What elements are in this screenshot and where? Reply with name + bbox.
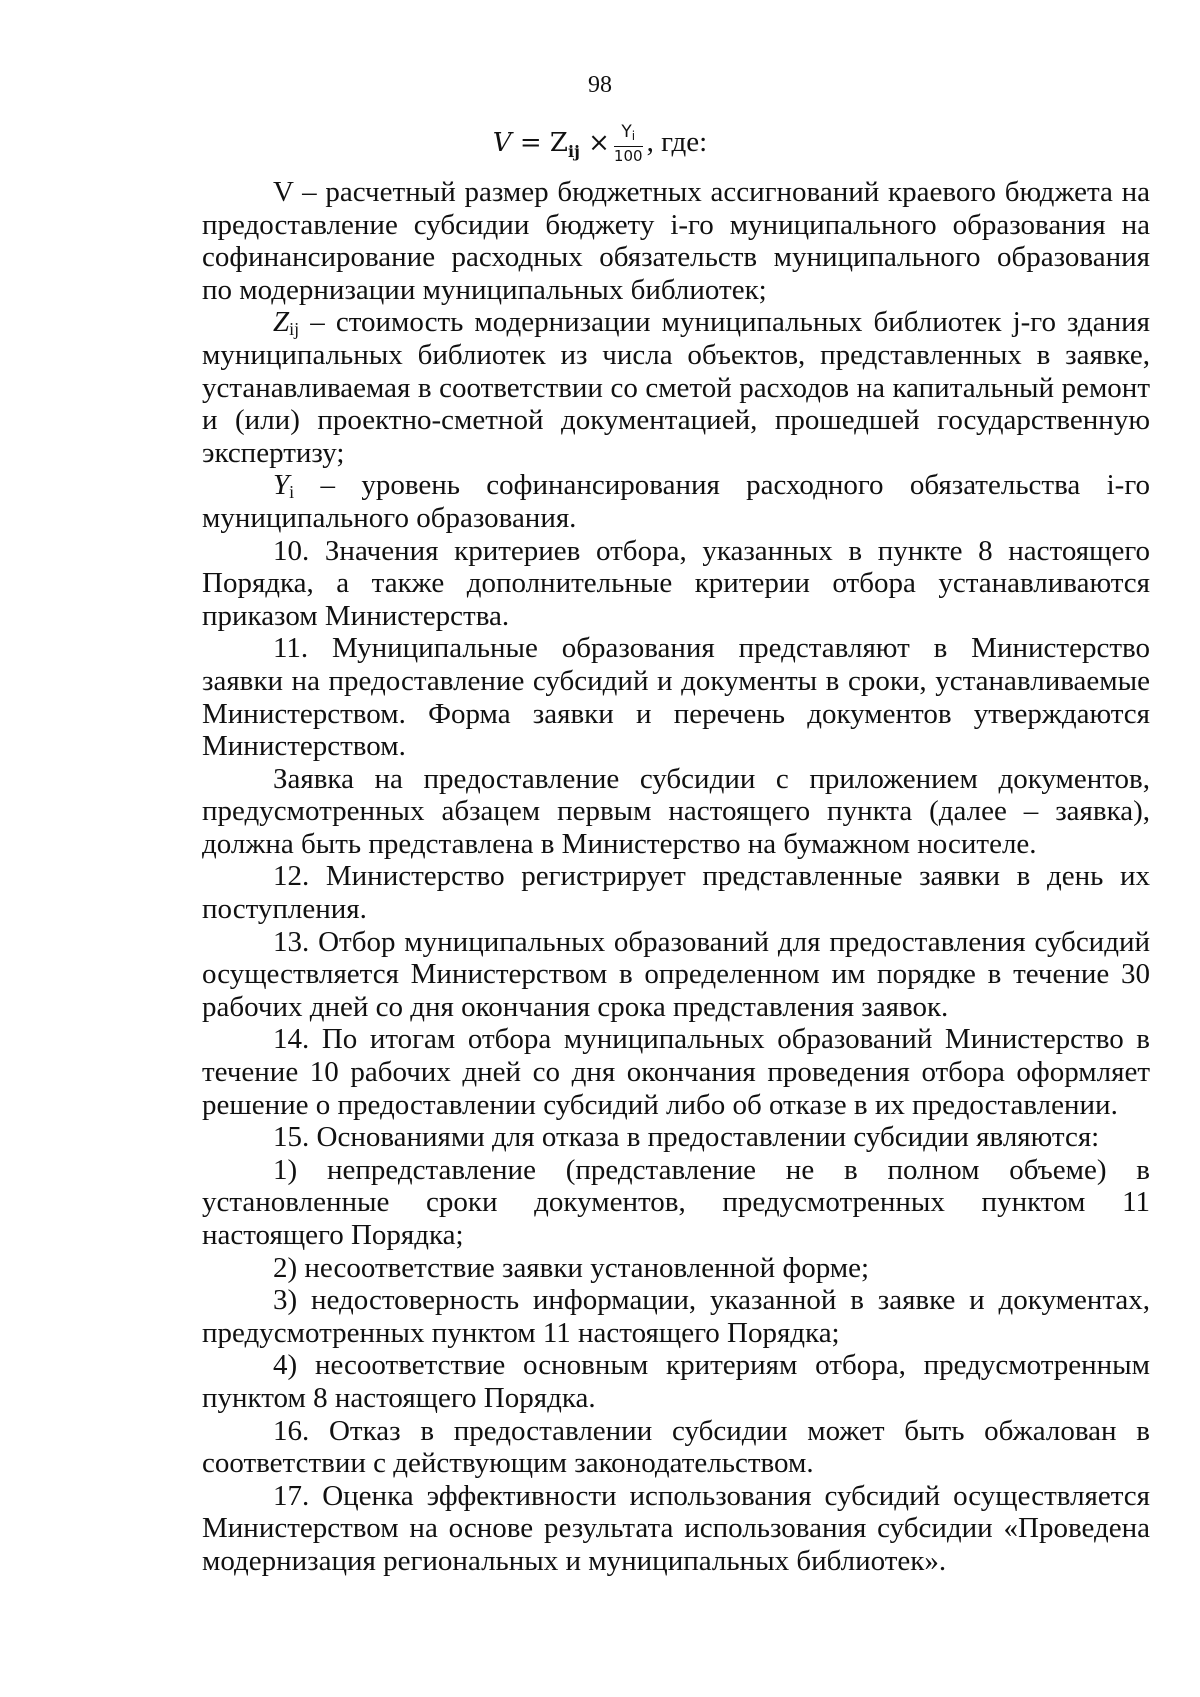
paragraph-z-text: – стоимость модернизации муниципальных библиотек j-го здания муниципальных библиотек из числа объектов, представленных в заявке, устанавливаемая в соответствии со сметой расходов на капитальный ремонт и (или) проектно-сметной документацией, прошедшей государственную экспертизу; (202, 306, 1150, 469)
paragraph-13: 13. Отбор муниципальных образований для предоставления субсидий осуществляется Министерством в определенном им порядке в течение 30 рабочих дней со дня окончания срока представления заявок. (202, 925, 1150, 1023)
paragraph-y-definition (202, 469, 1150, 534)
page-number: 98 (588, 72, 612, 98)
variable-y-letter: Y (273, 469, 290, 502)
formula-numerator (614, 123, 643, 147)
paragraph-15: 15. Основаниями для отказа в предоставлении субсидии являются: (273, 1121, 1100, 1154)
variable-z-letter: Z (273, 306, 290, 339)
paragraph-z-definition (202, 306, 1150, 469)
paragraph-16: 16. Отказ в предоставлении субсидии может быть обжалован в соответствии с действующим законодательством. (202, 1414, 1150, 1480)
formula-expression (492, 128, 610, 161)
paragraph-y-text: – уровень софинансирования расходного обязательства i-го муниципального образования. (202, 469, 1150, 534)
formula-numerator-sub: i (631, 129, 636, 144)
paragraph-10: 10. Значения критериев отбора, указанных в пункте 8 настоящего Порядка, а также дополнительные критерии отбора устанавливаются приказом Министерства. (202, 534, 1150, 632)
variable-z (273, 306, 299, 338)
formula-lhs: V (492, 128, 512, 158)
formula-suffix: , где: (646, 126, 708, 158)
paragraph-12: 12. Министерство регистрирует представленные заявки в день их поступления. (202, 860, 1150, 926)
variable-y (273, 469, 294, 501)
formula-times: × (588, 128, 610, 158)
list-item-1: 1) непредставление (представление не в полном объеме) в установленные сроки документов, предусмотренных пунктом 11 настоящего Порядка; (202, 1153, 1150, 1251)
paragraph-11-application: Заявка на предоставление субсидии с приложением документов, предусмотренных абзацем первым настоящего пункта (далее – заявка), должна быть представлена в Министерство на бумажном носителе. (202, 762, 1150, 860)
formula-fraction (614, 123, 643, 165)
formula-numerator-var: Y (621, 122, 632, 143)
variable-z-sub: ij (289, 319, 300, 340)
document-body (202, 176, 1150, 1578)
list-item-3: 3) недостоверность информации, указанной в заявке и документах, предусмотренных пунктом 11 настоящего Порядка; (202, 1284, 1150, 1349)
formula-equals: = (519, 128, 542, 158)
list-item-2: 2) несоответствие заявки установленной форме; (273, 1251, 870, 1284)
paragraph-17: 17. Оценка эффективности использования субсидий осуществляется Министерством на основе результата использования субсидии «Проведена модернизация региональных и муниципальных библиотек». (202, 1479, 1150, 1577)
formula-z-sub: ij (567, 142, 580, 161)
paragraph-v-definition: V – расчетный размер бюджетных ассигнований краевого бюджета на предоставление субсидии бюджету i-го муниципального образования на софинансирование расходных обязательств муниципального образования по модернизации муниципальных библиотек; (202, 176, 1150, 306)
formula-denominator: 100 (613, 147, 643, 166)
paragraph-14: 14. По итогам отбора муниципальных образований Министерство в течение 10 рабочих дней со дня окончания проведения отбора оформляет решение о предоставлении субсидий либо об отказе в их предоставлении. (202, 1023, 1150, 1121)
list-item-4: 4) несоответствие основным критериям отбора, предусмотренным пунктом 8 настоящего Порядка. (202, 1349, 1150, 1414)
paragraph-11: 11. Муниципальные образования представляют в Министерство заявки на предоставление субсидий и документы в сроки, устанавливаемые Министерством. Форма заявки и перечень документов утверждаются Министерством. (202, 632, 1150, 763)
variable-y-sub: i (289, 482, 295, 503)
formula (0, 122, 1200, 172)
formula-z: Z (549, 128, 568, 158)
